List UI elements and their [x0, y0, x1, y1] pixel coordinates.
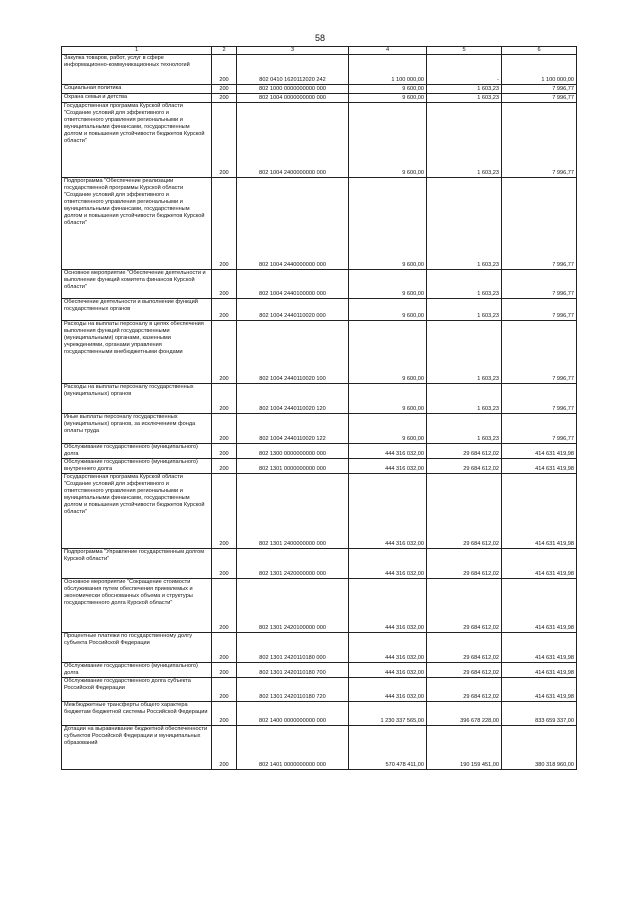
- row-name-cell: Закупка товаров, работ, услуг в сфере информационно-коммуникационных технологий: [62, 55, 212, 85]
- table-row: [62, 299, 577, 321]
- row-remaining-cell: 380 318 960,00: [502, 726, 577, 770]
- row-executed-cell: 29 684 612,02: [427, 678, 502, 702]
- row-executed-cell: 396 678 228,00: [427, 702, 502, 726]
- header-cell: 4: [349, 47, 427, 55]
- row-remaining-cell: 833 659 337,00: [502, 702, 577, 726]
- row-remaining-cell: 1 100 000,00: [502, 55, 577, 85]
- row-executed-cell: 1 603,23: [427, 299, 502, 321]
- row-remaining-cell: 414 631 419,98: [502, 549, 577, 579]
- row-name-cell: Государственная программа Курской области "Создание условий для эффективного и ответственного управления региональными и муниципальными финансами, государственным долгом и повышения устойчивости бюджетов Курской области": [62, 103, 212, 178]
- row-executed-cell: 29 684 612,02: [427, 549, 502, 579]
- row-code-cell: 802 1301 2420110180 700: [237, 663, 349, 678]
- row-code-cell: 802 1004 2440110020 120: [237, 384, 349, 414]
- row-executed-cell: 29 684 612,02: [427, 579, 502, 633]
- row-approved-cell: 444 316 032,00: [349, 663, 427, 678]
- row-code-cell: 802 0410 1620112020 242: [237, 55, 349, 85]
- row-group-cell: 200: [212, 444, 237, 459]
- row-remaining-cell: 414 631 419,98: [502, 633, 577, 663]
- row-remaining-cell: 7 996,77: [502, 321, 577, 384]
- table-row: [62, 474, 577, 549]
- row-group-cell: 200: [212, 549, 237, 579]
- row-name-cell: Процентные платежи по государственному долгу субъекта Российской Федерации: [62, 633, 212, 663]
- row-executed-cell: 1 603,23: [427, 270, 502, 299]
- row-code-cell: 802 1301 2420110180 000: [237, 633, 349, 663]
- row-name-cell: Расходы на выплаты персоналу государственных (муниципальных) органов: [62, 384, 212, 414]
- row-code-cell: 802 1400 0000000000 000: [237, 702, 349, 726]
- header-cell: 2: [212, 47, 237, 55]
- row-code-cell: 802 1301 0000000000 000: [237, 459, 349, 474]
- row-executed-cell: 29 684 612,02: [427, 459, 502, 474]
- row-group-cell: 200: [212, 384, 237, 414]
- row-name-cell: Обслуживание государственного (муниципального) долга: [62, 663, 212, 678]
- row-group-cell: 200: [212, 726, 237, 770]
- row-group-cell: 200: [212, 474, 237, 549]
- row-approved-cell: 1 230 337 565,00: [349, 702, 427, 726]
- table-row: [62, 459, 577, 474]
- row-code-cell: 802 1004 2440110020 000: [237, 299, 349, 321]
- table-row: [62, 663, 577, 678]
- row-approved-cell: 9 600,00: [349, 103, 427, 178]
- table-row: [62, 270, 577, 299]
- row-group-cell: 200: [212, 414, 237, 444]
- budget-table: [61, 46, 577, 770]
- row-remaining-cell: 7 996,77: [502, 85, 577, 94]
- row-remaining-cell: 7 996,77: [502, 299, 577, 321]
- table-row: [62, 678, 577, 702]
- row-remaining-cell: 414 631 419,98: [502, 444, 577, 459]
- row-approved-cell: 570 478 411,00: [349, 726, 427, 770]
- row-code-cell: 802 1301 2420000000 000: [237, 549, 349, 579]
- header-cell: 6: [502, 47, 577, 55]
- row-name-cell: Подпрограмма "Обеспечение реализации государственной программы Курской области "Создание условий для эффективного и ответственного управления региональными и муниципальными финансами, государственным долгом и повышения устойчивости бюджетов Курской области": [62, 178, 212, 270]
- row-group-cell: 200: [212, 178, 237, 270]
- table-row: [62, 178, 577, 270]
- row-approved-cell: 1 100 000,00: [349, 55, 427, 85]
- row-code-cell: 802 1300 0000000000 000: [237, 444, 349, 459]
- row-code-cell: 802 1004 2400000000 000: [237, 103, 349, 178]
- row-remaining-cell: 414 631 419,98: [502, 663, 577, 678]
- row-executed-cell: 29 684 612,02: [427, 633, 502, 663]
- row-group-cell: 200: [212, 663, 237, 678]
- row-code-cell: 802 1401 0000000000 000: [237, 726, 349, 770]
- row-approved-cell: 9 600,00: [349, 94, 427, 103]
- row-remaining-cell: 7 996,77: [502, 178, 577, 270]
- table-row: [62, 55, 577, 85]
- row-executed-cell: 190 159 451,00: [427, 726, 502, 770]
- table-row: [62, 633, 577, 663]
- row-approved-cell: 444 316 032,00: [349, 459, 427, 474]
- row-name-cell: Обслуживание государственного долга субъекта Российской Федерации: [62, 678, 212, 702]
- row-approved-cell: 444 316 032,00: [349, 633, 427, 663]
- row-executed-cell: 1 603,23: [427, 178, 502, 270]
- row-group-cell: 200: [212, 702, 237, 726]
- row-group-cell: 200: [212, 299, 237, 321]
- table-row: [62, 579, 577, 633]
- row-group-cell: 200: [212, 579, 237, 633]
- row-name-cell: Иные выплаты персоналу государственных (муниципальных) органов, за исключением фонда оплаты труда: [62, 414, 212, 444]
- row-group-cell: 200: [212, 85, 237, 94]
- row-remaining-cell: 414 631 419,98: [502, 459, 577, 474]
- row-group-cell: 200: [212, 459, 237, 474]
- row-approved-cell: 9 600,00: [349, 178, 427, 270]
- table-row: [62, 384, 577, 414]
- table-row: [62, 103, 577, 178]
- row-name-cell: Межбюджетные трансферты общего характера бюджетам бюджетной системы Российской Федерации: [62, 702, 212, 726]
- row-executed-cell: 1 603,23: [427, 384, 502, 414]
- table-row: [62, 726, 577, 770]
- row-approved-cell: 444 316 032,00: [349, 549, 427, 579]
- row-executed-cell: 29 684 612,02: [427, 444, 502, 459]
- row-approved-cell: 9 600,00: [349, 270, 427, 299]
- row-code-cell: 802 1301 2400000000 000: [237, 474, 349, 549]
- row-name-cell: Основное мероприятие "Обеспечение деятельности и выполнение функций комитета финансов Курской области": [62, 270, 212, 299]
- row-code-cell: 802 1004 2440000000 000: [237, 178, 349, 270]
- row-remaining-cell: 7 996,77: [502, 270, 577, 299]
- row-code-cell: 802 1301 2420100000 000: [237, 579, 349, 633]
- row-group-cell: 200: [212, 103, 237, 178]
- row-remaining-cell: 7 996,77: [502, 94, 577, 103]
- row-executed-cell: -: [427, 55, 502, 85]
- row-group-cell: 200: [212, 321, 237, 384]
- row-name-cell: Социальная политика: [62, 85, 212, 94]
- page-number: 58: [314, 33, 325, 43]
- header-cell: 3: [237, 47, 349, 55]
- header-cell: 5: [427, 47, 502, 55]
- row-executed-cell: 1 603,23: [427, 414, 502, 444]
- row-approved-cell: 9 600,00: [349, 321, 427, 384]
- row-approved-cell: 9 600,00: [349, 299, 427, 321]
- row-approved-cell: 444 316 032,00: [349, 678, 427, 702]
- row-name-cell: Государственная программа Курской области "Создание условий для эффективного и ответственного управления региональными и муниципальными финансами, государственным долгом и повышения устойчивости бюджетов Курской области": [62, 474, 212, 549]
- row-name-cell: Обслуживание государственного (муниципального) долга: [62, 444, 212, 459]
- table-row: [62, 444, 577, 459]
- table-header-row: [62, 47, 577, 55]
- row-code-cell: 802 1301 2420110180 720: [237, 678, 349, 702]
- table-row: [62, 94, 577, 103]
- row-executed-cell: 1 603,23: [427, 103, 502, 178]
- row-remaining-cell: 7 996,77: [502, 103, 577, 178]
- row-approved-cell: 444 316 032,00: [349, 474, 427, 549]
- row-remaining-cell: 7 996,77: [502, 384, 577, 414]
- row-code-cell: 802 1000 0000000000 000: [237, 85, 349, 94]
- row-approved-cell: 444 316 032,00: [349, 444, 427, 459]
- row-name-cell: Обеспечение деятельности и выполнение функций государственных органов: [62, 299, 212, 321]
- row-code-cell: 802 1004 2440110020 100: [237, 321, 349, 384]
- table-row: [62, 85, 577, 94]
- row-group-cell: 200: [212, 270, 237, 299]
- row-approved-cell: 444 316 032,00: [349, 579, 427, 633]
- row-remaining-cell: 414 631 419,98: [502, 474, 577, 549]
- row-approved-cell: 9 600,00: [349, 414, 427, 444]
- row-executed-cell: 29 684 612,02: [427, 663, 502, 678]
- row-code-cell: 802 1004 0000000000 000: [237, 94, 349, 103]
- table-row: [62, 414, 577, 444]
- row-executed-cell: 1 603,23: [427, 94, 502, 103]
- row-approved-cell: 9 600,00: [349, 384, 427, 414]
- header-cell: 1: [62, 47, 212, 55]
- row-group-cell: 200: [212, 94, 237, 103]
- row-executed-cell: 1 603,23: [427, 321, 502, 384]
- row-name-cell: Подпрограмма "Управление государственным долгом Курской области": [62, 549, 212, 579]
- row-name-cell: Основное мероприятие "Сокращение стоимости обслуживания путем обеспечения приемлемых и экономически обоснованных объема и структуры государственного долга Курской области": [62, 579, 212, 633]
- row-executed-cell: 29 684 612,02: [427, 474, 502, 549]
- row-group-cell: 200: [212, 55, 237, 85]
- row-group-cell: 200: [212, 678, 237, 702]
- table-body: [62, 55, 577, 770]
- row-approved-cell: 9 600,00: [349, 85, 427, 94]
- row-remaining-cell: 414 631 419,98: [502, 579, 577, 633]
- row-name-cell: Дотации на выравнивание бюджетной обеспеченности субъектов Российской Федерации и муниципальных образований: [62, 726, 212, 770]
- table-row: [62, 321, 577, 384]
- row-remaining-cell: 7 996,77: [502, 414, 577, 444]
- row-code-cell: 802 1004 2440110020 122: [237, 414, 349, 444]
- row-group-cell: 200: [212, 633, 237, 663]
- row-executed-cell: 1 603,23: [427, 85, 502, 94]
- table-row: [62, 702, 577, 726]
- row-name-cell: Охрана семьи и детства: [62, 94, 212, 103]
- row-name-cell: Обслуживание государственного (муниципального) внутреннего долга: [62, 459, 212, 474]
- row-remaining-cell: 414 631 419,98: [502, 678, 577, 702]
- row-name-cell: Расходы на выплаты персоналу в целях обеспечения выполнения функций государственными (муниципальными) органами, казенными учреждениями, органами управления государственными внебюджетными фондами: [62, 321, 212, 384]
- row-code-cell: 802 1004 2440100000 000: [237, 270, 349, 299]
- table-row: [62, 549, 577, 579]
